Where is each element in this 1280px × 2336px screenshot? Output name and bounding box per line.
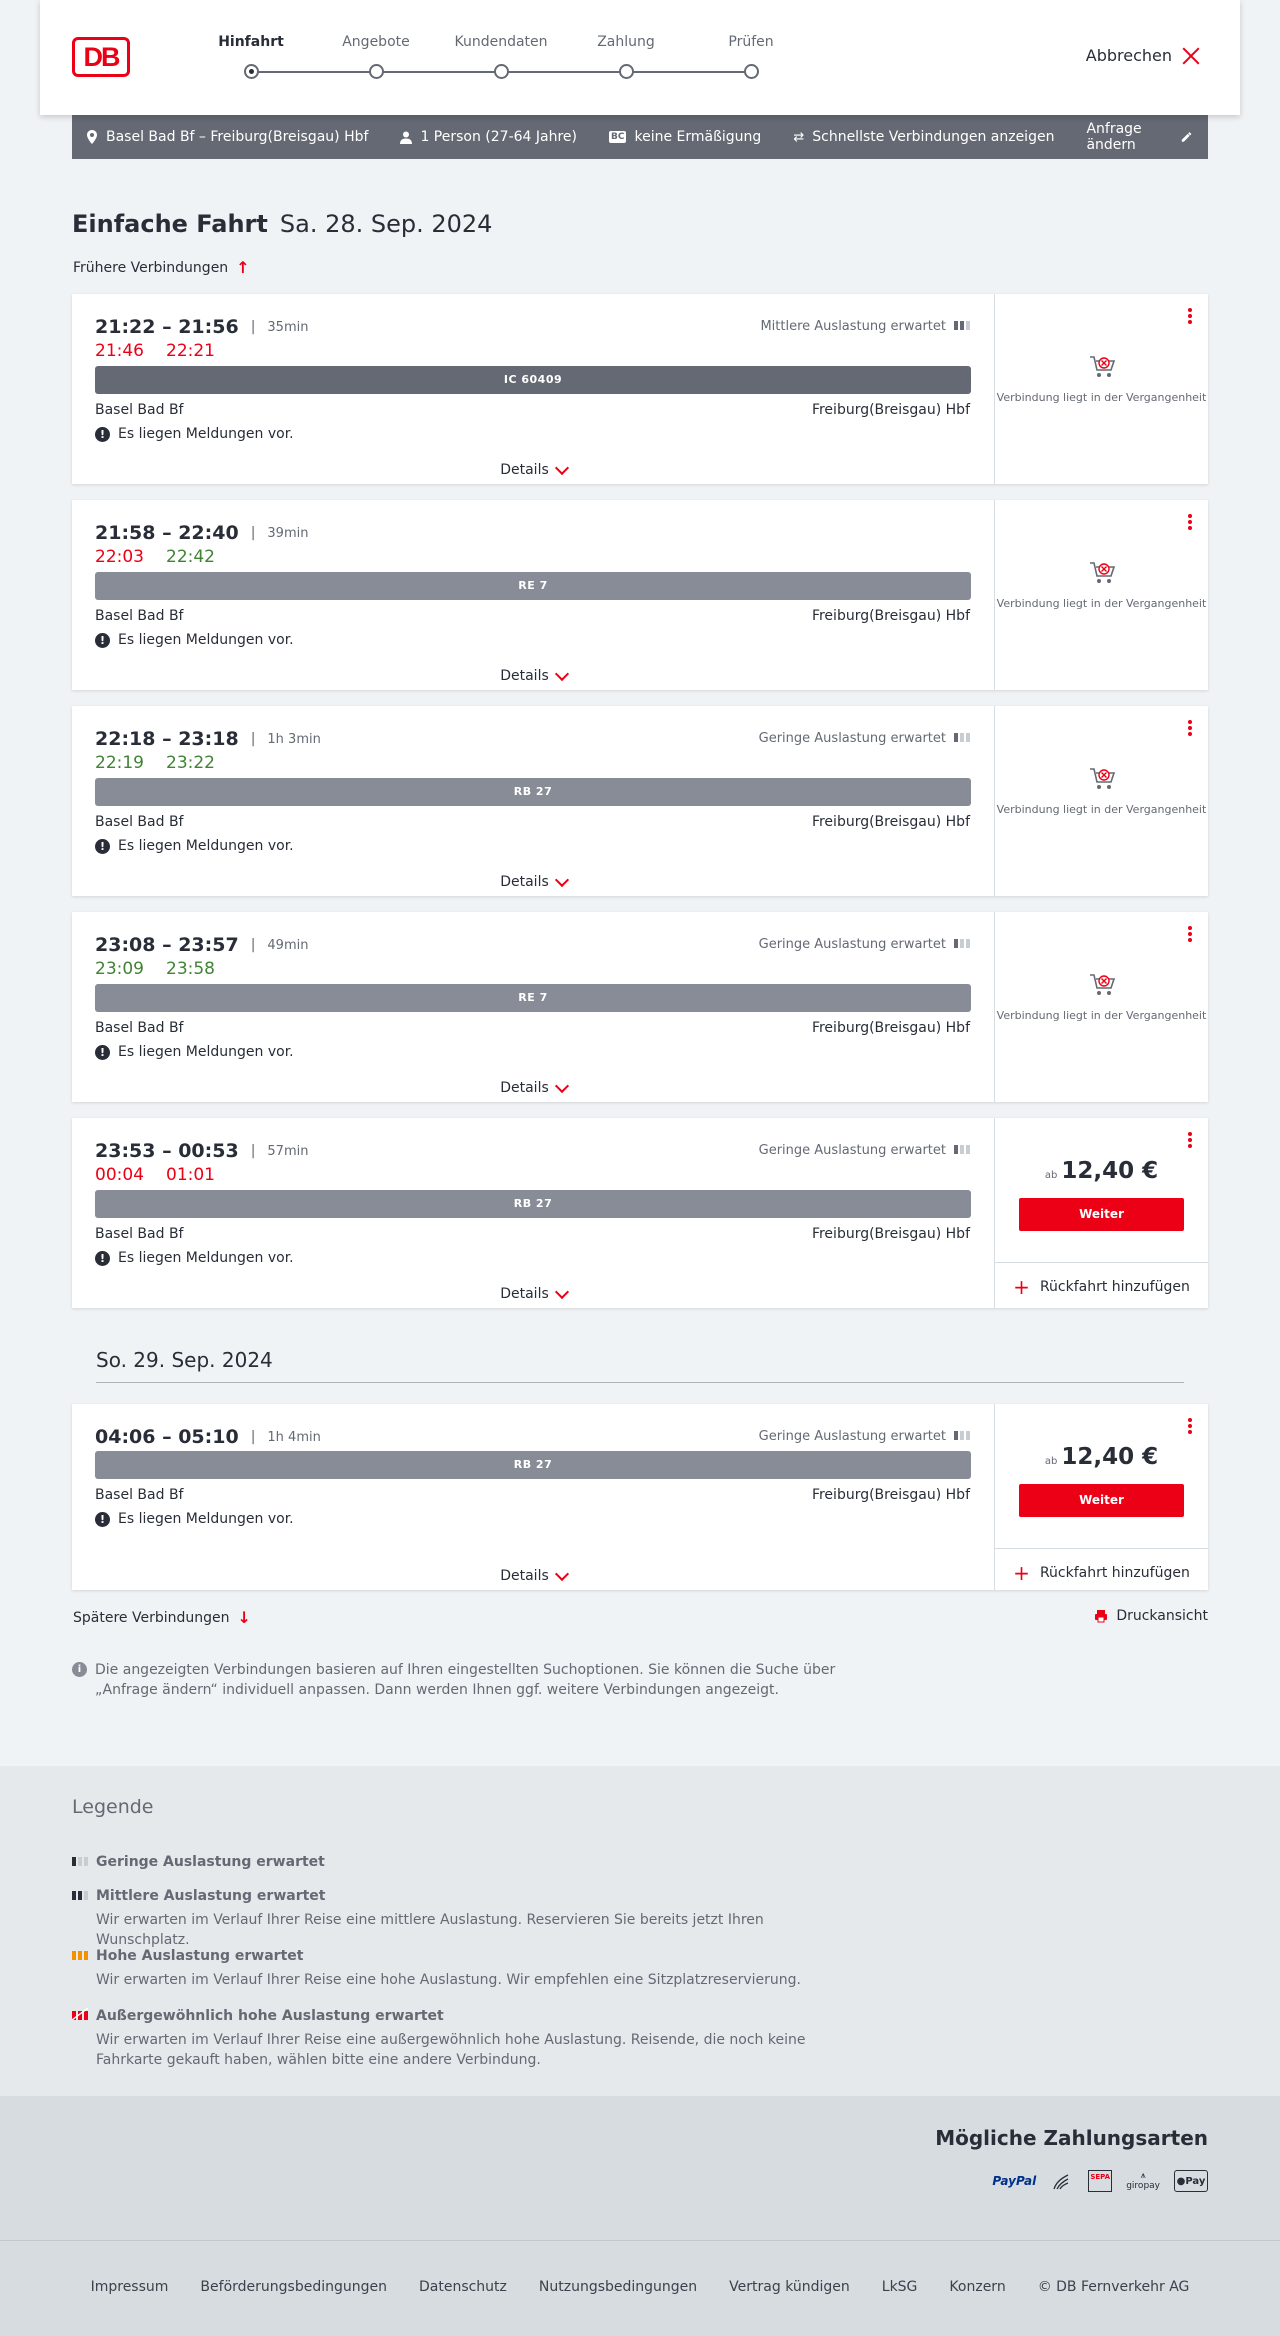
occupancy-text: Geringe Auslastung erwartet (758, 1142, 946, 1158)
occupancy-low-icon (72, 1854, 88, 1870)
realtime-departure: 00:04 (95, 1165, 144, 1185)
origin-station: Basel Bad Bf (95, 1487, 184, 1503)
connection-info (72, 294, 995, 484)
more-options-icon[interactable] (1188, 308, 1192, 324)
sepa-icon (1088, 2170, 1112, 2192)
occupancy-medium-icon (72, 1888, 88, 1904)
occupancy-indicator (759, 1428, 970, 1444)
planned-times (95, 1426, 321, 1448)
printer-icon (1094, 1609, 1108, 1623)
realtime-times (95, 959, 215, 979)
step-dot (494, 64, 509, 79)
add-return-button[interactable] (995, 1262, 1208, 1310)
route-text: Basel Bad Bf – Freiburg(Breisgau) Hbf (106, 129, 369, 145)
notice[interactable] (95, 838, 294, 854)
connection-past-notice (995, 766, 1208, 818)
step-label: Hinfahrt (218, 34, 284, 50)
origin-station: Basel Bad Bf (95, 608, 184, 624)
chevron-down-icon (555, 872, 569, 886)
later-label: Spätere Verbindungen (73, 1609, 230, 1626)
realtime-times (95, 753, 215, 773)
occupancy-icon (954, 936, 970, 952)
separator: | (250, 1429, 256, 1445)
planned-times (95, 316, 308, 338)
step-pruefen (701, 34, 801, 50)
destination-station: Freiburg(Breisgau) Hbf (811, 608, 970, 624)
connection-past-notice (995, 972, 1208, 1024)
time-range: 21:58 – 22:40 (95, 522, 239, 544)
connection-past-notice (995, 560, 1208, 612)
progress-steps (211, 34, 774, 84)
past-text: Verbindung liegt in der Vergangenheit (996, 1009, 1207, 1022)
duration: 1h 4min (267, 1429, 321, 1445)
info-icon: i (72, 1662, 87, 1677)
connection-card[interactable] (72, 1404, 1208, 1590)
realtime-departure: 21:46 (95, 341, 144, 361)
details-toggle[interactable] (72, 1286, 995, 1302)
footer-link-befoerderungsbedingungen[interactable]: Beförderungsbedingungen (200, 2279, 387, 2295)
cancel-button[interactable] (1086, 46, 1200, 65)
occupancy-icon (954, 1142, 970, 1158)
origin-station: Basel Bad Bf (95, 1020, 184, 1036)
details-label: Details (500, 1286, 549, 1302)
realtime-times (95, 547, 215, 567)
paypal-icon (992, 2169, 1036, 2193)
add-return-button[interactable] (995, 1548, 1208, 1596)
person-icon (400, 131, 412, 144)
legend-item-desc: Wir erwarten im Verlauf Ihrer Reise eine außergewöhnlich hohe Auslastung. Reisende, die noch keine Fahrkarte gekauft haben, wählen bitte eine andere Verbindung. (96, 2032, 806, 2068)
giropay-symbol: ⩚ (1140, 2171, 1146, 2181)
alert-icon: ! (95, 839, 110, 854)
destination-station: Freiburg(Breisgau) Hbf (811, 1226, 970, 1242)
cart-unavailable-icon (1088, 766, 1116, 792)
occupancy-text: Geringe Auslastung erwartet (758, 1428, 946, 1444)
alert-icon: ! (95, 1045, 110, 1060)
chevron-down-icon (555, 666, 569, 680)
occupancy-indicator (759, 730, 970, 746)
applepay-label: Pay (1185, 2175, 1206, 2187)
duration: 1h 3min (267, 731, 321, 747)
step-zahlung (576, 34, 676, 50)
legend-item-title: Geringe Auslastung erwartet (96, 1854, 325, 1870)
print-view-link[interactable] (1094, 1608, 1208, 1624)
connection-info (72, 1118, 995, 1308)
connection-card[interactable] (72, 706, 1208, 896)
occupancy-high-icon (72, 1948, 88, 1964)
step-dot (619, 64, 634, 79)
arrow-up-icon: ↑ (236, 258, 250, 277)
passengers-text: 1 Person (27-64 Jahre) (420, 129, 577, 145)
legend-item-low (72, 1854, 325, 1870)
footer (0, 2240, 1280, 2336)
offer-panel (995, 294, 1208, 484)
details-toggle[interactable] (72, 462, 995, 478)
step-label: Prüfen (728, 34, 774, 50)
close-icon (1182, 47, 1200, 65)
legend-item-desc: Wir erwarten im Verlauf Ihrer Reise eine mittlere Auslastung. Reservieren Sie bereits jetzt Ihren Wunschplatz. (96, 1912, 764, 1948)
origin-station: Basel Bad Bf (95, 1226, 184, 1242)
train-bar: RB 27 (95, 1451, 971, 1479)
duration: 49min (267, 937, 309, 953)
location-pin-icon (86, 130, 98, 144)
legend-item-high (72, 1948, 856, 1990)
connection-info (72, 912, 995, 1102)
occupancy-icon (954, 1428, 970, 1444)
footer-link-lksg[interactable]: LkSG (881, 2279, 918, 2295)
notice-text: Es liegen Meldungen vor. (118, 426, 294, 442)
train-bar: RB 27 (95, 1190, 971, 1218)
price-value: 12,40 € (1061, 1444, 1159, 1470)
step-dot (744, 64, 759, 79)
trip-type: Einfache Fahrt (72, 210, 268, 238)
connection-card[interactable] (72, 294, 1208, 484)
realtime-times (95, 341, 215, 361)
chevron-down-icon (555, 1566, 569, 1580)
more-options-icon[interactable] (1188, 1418, 1192, 1434)
earlier-connections-link[interactable] (73, 258, 250, 277)
header (40, 0, 1240, 115)
time-range: 23:08 – 23:57 (95, 934, 239, 956)
realtime-arrival: 01:01 (166, 1165, 215, 1185)
continue-button[interactable]: Weiter (1019, 1484, 1184, 1517)
occupancy-indicator (760, 318, 970, 334)
details-toggle[interactable] (72, 1080, 995, 1096)
details-toggle[interactable] (72, 1568, 995, 1584)
train-bar: RE 7 (95, 572, 971, 600)
legend-item-desc: Wir erwarten im Verlauf Ihrer Reise eine hohe Auslastung. Wir empfehlen eine Sitzplatzreservierung. (96, 1972, 801, 1988)
discount-text: keine Ermäßigung (634, 129, 762, 145)
info-text: Die angezeigten Verbindungen basieren auf Ihren eingestellten Suchoptionen. Sie können die Suche über „Anfrage ändern“ individuell anpassen. Dann werden Ihnen ggf. weitere Verbindungen angezeigt. (95, 1662, 836, 1698)
step-kundendaten (451, 34, 551, 50)
duration: 57min (267, 1143, 309, 1159)
payment-methods-section (0, 2096, 1280, 2240)
more-options-icon[interactable] (1188, 926, 1192, 942)
planned-times (95, 522, 308, 544)
giropay-icon (1126, 2166, 1160, 2196)
connection-card[interactable] (72, 500, 1208, 690)
edit-request-label: Anfrage ändern (1086, 121, 1142, 153)
footer-links (0, 2279, 1280, 2295)
more-options-icon[interactable] (1188, 514, 1192, 530)
details-label: Details (500, 1080, 549, 1096)
destination-station: Freiburg(Breisgau) Hbf (811, 814, 970, 830)
page-title (72, 210, 492, 238)
more-options-icon[interactable] (1188, 1132, 1192, 1148)
planned-times (95, 728, 321, 750)
step-hinfahrt (201, 34, 301, 50)
realtime-times (95, 1165, 215, 1185)
print-label: Druckansicht (1116, 1608, 1208, 1624)
details-toggle[interactable] (72, 668, 995, 684)
occupancy-indicator (759, 1142, 970, 1158)
footer-copyright: © DB Fernverkehr AG (1037, 2279, 1190, 2295)
add-return-label: Rückfahrt hinzufügen (1039, 1278, 1190, 1295)
giropay-label: giropay (1126, 2181, 1160, 2191)
footer-link-impressum[interactable]: Impressum (90, 2279, 169, 2295)
later-connections-link[interactable] (73, 1608, 251, 1627)
legend-item-title: Hohe Auslastung erwartet (96, 1948, 304, 1964)
trip-date: Sa. 28. Sep. 2024 (279, 210, 493, 238)
alert-icon: ! (95, 1512, 110, 1527)
db-logo[interactable]: DB (72, 37, 130, 77)
legend-item-exceptional (72, 2008, 856, 2070)
notice[interactable] (95, 426, 294, 442)
realtime-arrival: 22:42 (166, 547, 215, 567)
connection-past-notice (995, 354, 1208, 406)
offer-panel (995, 706, 1208, 896)
origin-station: Basel Bad Bf (95, 814, 184, 830)
realtime-arrival: 23:22 (166, 753, 215, 773)
time-range: 21:22 – 21:56 (95, 316, 239, 338)
chevron-down-icon (555, 1284, 569, 1298)
day-separator: So. 29. Sep. 2024 (96, 1348, 1184, 1383)
arrow-down-icon: ↓ (237, 1608, 251, 1627)
footer-link-nutzungsbedingungen[interactable]: Nutzungsbedingungen (538, 2279, 698, 2295)
separator: | (250, 731, 256, 747)
connection-info (72, 500, 995, 690)
notice[interactable] (95, 1511, 294, 1527)
footer-link-vertrag-kuendigen[interactable]: Vertrag kündigen (729, 2279, 850, 2295)
duration: 39min (267, 525, 309, 541)
payment-icons (992, 2166, 1208, 2196)
summary-route (86, 129, 368, 145)
plus-icon: + (1013, 1560, 1030, 1585)
fastest-text: Schnellste Verbindungen anzeigen (812, 129, 1055, 145)
notice-text: Es liegen Meldungen vor. (118, 1511, 294, 1527)
destination-station: Freiburg(Breisgau) Hbf (811, 1487, 970, 1503)
time-range: 22:18 – 23:18 (95, 728, 239, 750)
chevron-down-icon (555, 460, 569, 474)
legend-section (0, 1766, 1280, 2096)
pencil-icon (1181, 130, 1192, 144)
summary-passengers (400, 129, 577, 145)
alert-icon: ! (95, 633, 110, 648)
realtime-arrival: 22:21 (166, 341, 215, 361)
search-summary (72, 115, 1208, 159)
offer-panel (995, 500, 1208, 690)
details-toggle[interactable] (72, 874, 995, 890)
separator: | (250, 319, 256, 335)
cancel-label: Abbrechen (1085, 46, 1172, 65)
planned-times (95, 934, 308, 956)
sepa-label: SEPA (1090, 2173, 1111, 2181)
realtime-arrival: 23:58 (166, 959, 215, 979)
occupancy-icon (954, 730, 970, 746)
connection-info (72, 1404, 995, 1590)
price (995, 1444, 1208, 1470)
notice-text: Es liegen Meldungen vor. (118, 1044, 294, 1060)
step-label: Kundendaten (454, 34, 548, 50)
separator: | (250, 1143, 256, 1159)
more-options-icon[interactable] (1188, 720, 1192, 736)
edit-request-button[interactable] (1086, 121, 1192, 153)
notice-text: Es liegen Meldungen vor. (118, 1250, 294, 1266)
train-bar: RE 7 (95, 984, 971, 1012)
origin-station: Basel Bad Bf (95, 402, 184, 418)
occupancy-icon (954, 318, 970, 334)
step-label: Angebote (342, 34, 410, 50)
paypal-label: PayPal (992, 2174, 1037, 2188)
details-label: Details (500, 874, 549, 890)
cart-unavailable-icon (1088, 972, 1116, 998)
connection-info (72, 706, 995, 896)
notice[interactable] (95, 1044, 294, 1060)
details-label: Details (500, 668, 549, 684)
step-dot (369, 64, 384, 79)
notice-text: Es liegen Meldungen vor. (118, 632, 294, 648)
past-text: Verbindung liegt in der Vergangenheit (996, 391, 1207, 404)
offer-panel (995, 1404, 1208, 1590)
occupancy-text: Mittlere Auslastung erwartet (760, 318, 946, 334)
past-text: Verbindung liegt in der Vergangenheit (996, 597, 1207, 610)
destination-station: Freiburg(Breisgau) Hbf (811, 402, 970, 418)
separator: | (250, 525, 256, 541)
realtime-departure: 22:19 (95, 753, 144, 773)
alert-icon: ! (95, 1251, 110, 1266)
price-prefix: ab (1044, 1456, 1058, 1467)
connection-card[interactable] (72, 912, 1208, 1102)
planned-times (95, 1140, 308, 1162)
offer-panel (995, 1118, 1208, 1308)
price (995, 1158, 1208, 1184)
alert-icon: ! (95, 427, 110, 442)
summary-fastest (793, 129, 1054, 145)
past-text: Verbindung liegt in der Vergangenheit (996, 803, 1207, 816)
realtime-departure: 22:03 (95, 547, 144, 567)
cart-unavailable-icon (1088, 354, 1116, 380)
bahncard-icon: BC (611, 132, 625, 142)
train-bar: RB 27 (95, 778, 971, 806)
legend-item-title: Außergewöhnlich hohe Auslastung erwartet (96, 2008, 444, 2024)
details-label: Details (500, 1568, 549, 1584)
legend-title: Legende (72, 1796, 154, 1818)
payment-title: Mögliche Zahlungsarten (935, 2126, 1208, 2150)
continue-button[interactable]: Weiter (1019, 1198, 1184, 1231)
duration: 35min (267, 319, 309, 335)
footer-link-konzern[interactable]: Konzern (949, 2279, 1006, 2295)
realtime-departure: 23:09 (95, 959, 144, 979)
connection-card[interactable] (72, 1118, 1208, 1308)
price-prefix: ab (1044, 1170, 1058, 1181)
time-range: 04:06 – 05:10 (95, 1426, 239, 1448)
cart-unavailable-icon (1088, 560, 1116, 586)
search-info-note (72, 1660, 852, 1700)
notice-text: Es liegen Meldungen vor. (118, 838, 294, 854)
summary-discount (609, 129, 761, 145)
occupancy-text: Geringe Auslastung erwartet (758, 730, 946, 746)
offer-panel (995, 912, 1208, 1102)
earlier-label: Frühere Verbindungen (73, 259, 229, 276)
separator: | (250, 937, 256, 953)
creditcard-contactless-icon (1050, 2169, 1074, 2193)
destination-station: Freiburg(Breisgau) Hbf (811, 1020, 970, 1036)
step-dot (244, 64, 259, 79)
occupancy-text: Geringe Auslastung erwartet (758, 936, 946, 952)
applepay-icon (1174, 2170, 1208, 2192)
time-range: 23:53 – 00:53 (95, 1140, 239, 1162)
notice[interactable] (95, 632, 294, 648)
occupancy-exceptional-icon (72, 2008, 88, 2024)
price-value: 12,40 € (1061, 1158, 1159, 1184)
swap-arrows-icon: ⇄ (793, 129, 805, 145)
details-label: Details (500, 462, 549, 478)
notice[interactable] (95, 1250, 294, 1266)
legend-item-medium (72, 1888, 856, 1950)
train-bar: IC 60409 (95, 366, 971, 394)
chevron-down-icon (555, 1078, 569, 1092)
apple-icon: ● (1176, 2175, 1186, 2187)
occupancy-indicator (759, 936, 970, 952)
footer-link-datenschutz[interactable]: Datenschutz (418, 2279, 507, 2295)
legend-item-title: Mittlere Auslastung erwartet (96, 1888, 326, 1904)
plus-icon: + (1013, 1274, 1030, 1299)
step-label: Zahlung (597, 34, 655, 50)
step-angebote (326, 34, 426, 50)
add-return-label: Rückfahrt hinzufügen (1039, 1564, 1190, 1581)
